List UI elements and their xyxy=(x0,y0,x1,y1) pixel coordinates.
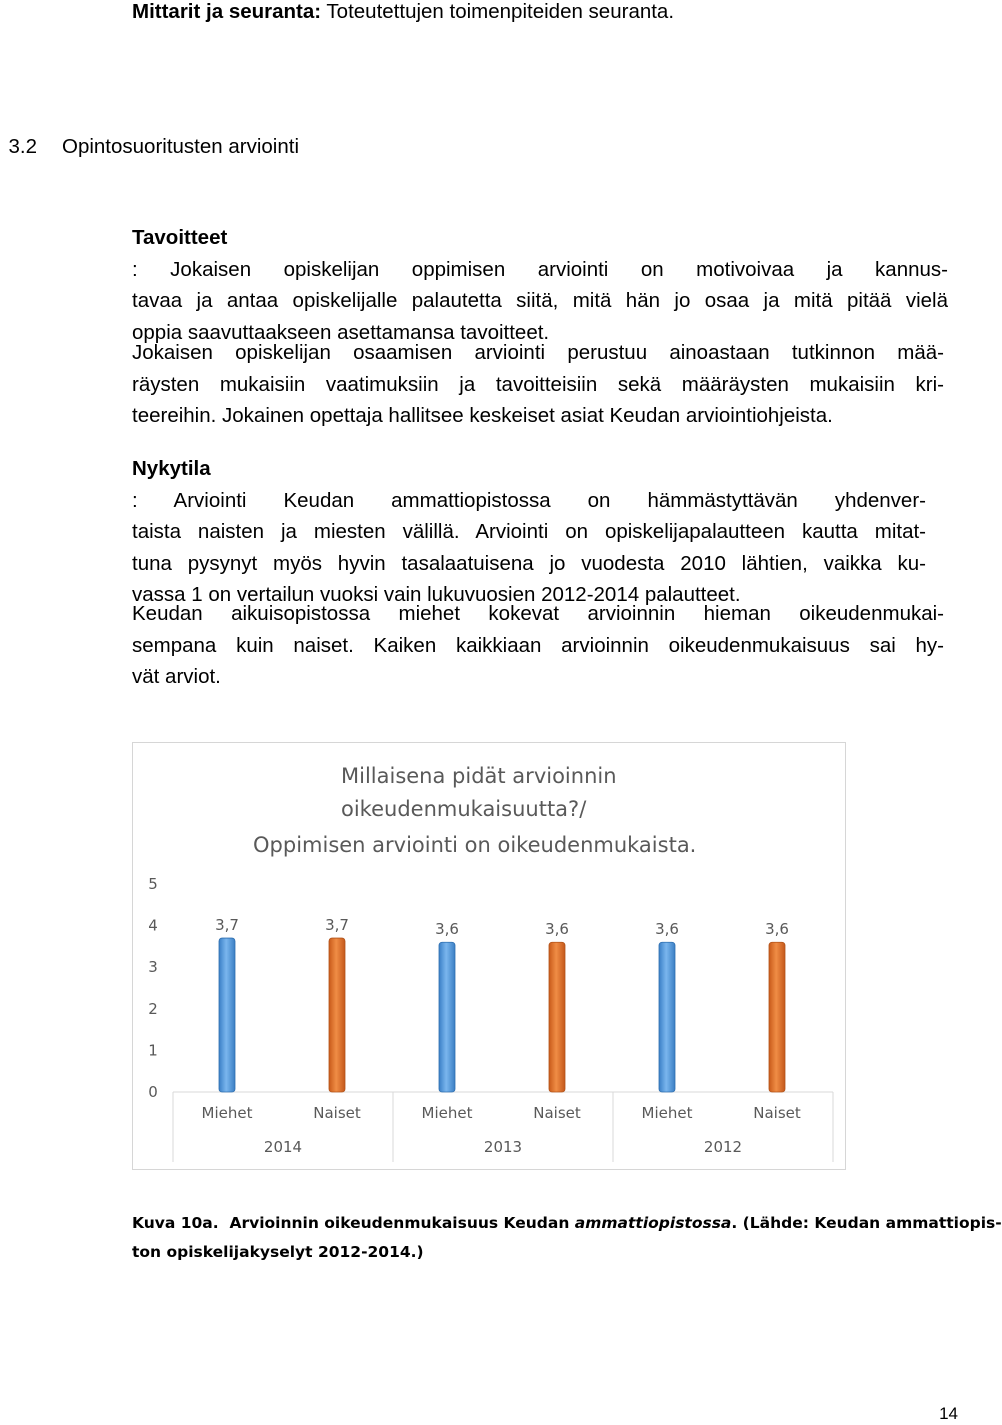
p2-line-3: teereihin. Jokainen opettaja hallitsee keskeiset asiat Keudan arviointiohjeista. xyxy=(132,404,833,427)
data-label: 3,7 xyxy=(215,916,239,935)
data-label: 3,6 xyxy=(765,920,789,939)
chart-frame xyxy=(132,742,846,1170)
section-number: 3.2 xyxy=(8,135,37,158)
category-label: Miehet xyxy=(201,1104,253,1122)
category-label: Miehet xyxy=(421,1104,473,1122)
caption-prefix: Kuva 10a. xyxy=(132,1214,219,1232)
bars xyxy=(215,916,789,1092)
bar-miehet xyxy=(659,942,675,1092)
paragraph-goals xyxy=(132,222,948,348)
p3-line-2: taista naisten ja miesten välillä. Arviointi on opiskelijapalautteen kautta mitat- xyxy=(132,520,926,543)
paragraph-assessment xyxy=(132,337,944,432)
paragraph-current-state xyxy=(132,453,926,611)
p1-line-2: tavaa ja antaa opiskelijalle palautetta siitä, mitä hän jo osaa ja mitä pitää vielä xyxy=(132,289,948,312)
p4-line-3: vät arviot. xyxy=(132,665,221,688)
p2-line-2: räysten mukaisiin vaatimuksiin ja tavoitteisiin sekä määräysten mukaisiin kri- xyxy=(132,372,944,396)
caption-line1-end: . (Lähde: Keudan ammattiopis- xyxy=(731,1214,1002,1232)
bar-naiset xyxy=(549,942,565,1092)
figure-caption xyxy=(132,1209,1002,1267)
bar-miehet xyxy=(219,938,235,1092)
category-label: Naiset xyxy=(313,1104,361,1122)
data-label: 3,7 xyxy=(325,916,349,935)
chart-title xyxy=(253,764,696,857)
data-label: 3,6 xyxy=(655,920,679,939)
section-title: Opintosuoritusten arviointi xyxy=(62,135,300,158)
group-label: 2014 xyxy=(263,1138,303,1156)
caption-italic: ammattiopistossa xyxy=(574,1214,732,1232)
p4-line-2: sempana kuin naiset. Kaiken kaikkiaan arvioinnin oikeudenmukaisuus sai hy- xyxy=(132,633,944,657)
chart-title-line-3: Oppimisen arviointi on oikeudenmukaista. xyxy=(253,833,697,857)
data-label: 3,6 xyxy=(435,920,459,939)
category-label: Naiset xyxy=(533,1104,581,1122)
metrics-label: Mittarit ja seuranta: xyxy=(132,0,322,23)
bar-miehet xyxy=(439,942,455,1092)
p3-line-3: tuna pysynyt myös hyvin tasalaatuisena jo vuodesta 2010 lähtien, vaikka ku- xyxy=(132,551,926,575)
bar-naiset xyxy=(329,938,345,1092)
header-line xyxy=(132,0,674,28)
p1-line-3: oppia saavuttaakseen asettamansa tavoitteet. xyxy=(132,320,550,344)
caption-text: Arvioinnin oikeudenmukaisuus Keudan xyxy=(218,1214,575,1232)
caption-line-2: ton opiskelijakyselyt 2012-2014.) xyxy=(132,1243,424,1261)
y-tick-label: 5 xyxy=(148,875,158,893)
data-label: 3,6 xyxy=(545,920,569,939)
metrics-text: Toteutettujen toimenpiteiden seuranta. xyxy=(321,0,675,23)
goals-label: Tavoitteet xyxy=(132,226,228,249)
y-tick-label: 3 xyxy=(148,958,158,977)
p1-line-1: : Jokaisen opiskelijan oppimisen arviointi on motivoivaa ja kannus- xyxy=(132,257,948,281)
y-axis xyxy=(148,875,158,1101)
y-tick-label: 1 xyxy=(148,1041,158,1060)
group-label: 2013 xyxy=(483,1138,523,1156)
bar-chart xyxy=(133,743,847,1171)
y-tick-label: 0 xyxy=(148,1083,158,1101)
paragraph-adult-education xyxy=(132,598,944,693)
bar-naiset xyxy=(769,942,785,1092)
current-state-label: Nykytila xyxy=(132,457,211,480)
y-tick-label: 2 xyxy=(148,999,158,1018)
x-axis-labels xyxy=(173,1092,833,1162)
chart-title-line-1: Millaisena pidät arvioinnin xyxy=(341,764,617,788)
p4-line-1: Keudan aikuisopistossa miehet kokevat arvioinnin hieman oikeudenmukai- xyxy=(132,602,944,625)
p3-line-4: vassa 1 on vertailun vuoksi vain lukuvuosien 2012-2014 palautteet. xyxy=(132,583,741,606)
p2-line-1: Jokaisen opiskelijan osaamisen arviointi perustuu ainoastaan tutkinnon mää- xyxy=(132,341,944,364)
category-label: Miehet xyxy=(641,1104,693,1122)
y-tick-label: 4 xyxy=(148,916,158,935)
chart-title-line-2: oikeudenmukaisuutta?/ xyxy=(341,797,587,821)
category-label: Naiset xyxy=(753,1104,801,1122)
page-number: 14 xyxy=(939,1404,958,1423)
group-label: 2012 xyxy=(703,1138,743,1156)
p3-line-1: : Arviointi Keudan ammattiopistossa on hämmästyttävän yhdenver- xyxy=(132,488,926,512)
